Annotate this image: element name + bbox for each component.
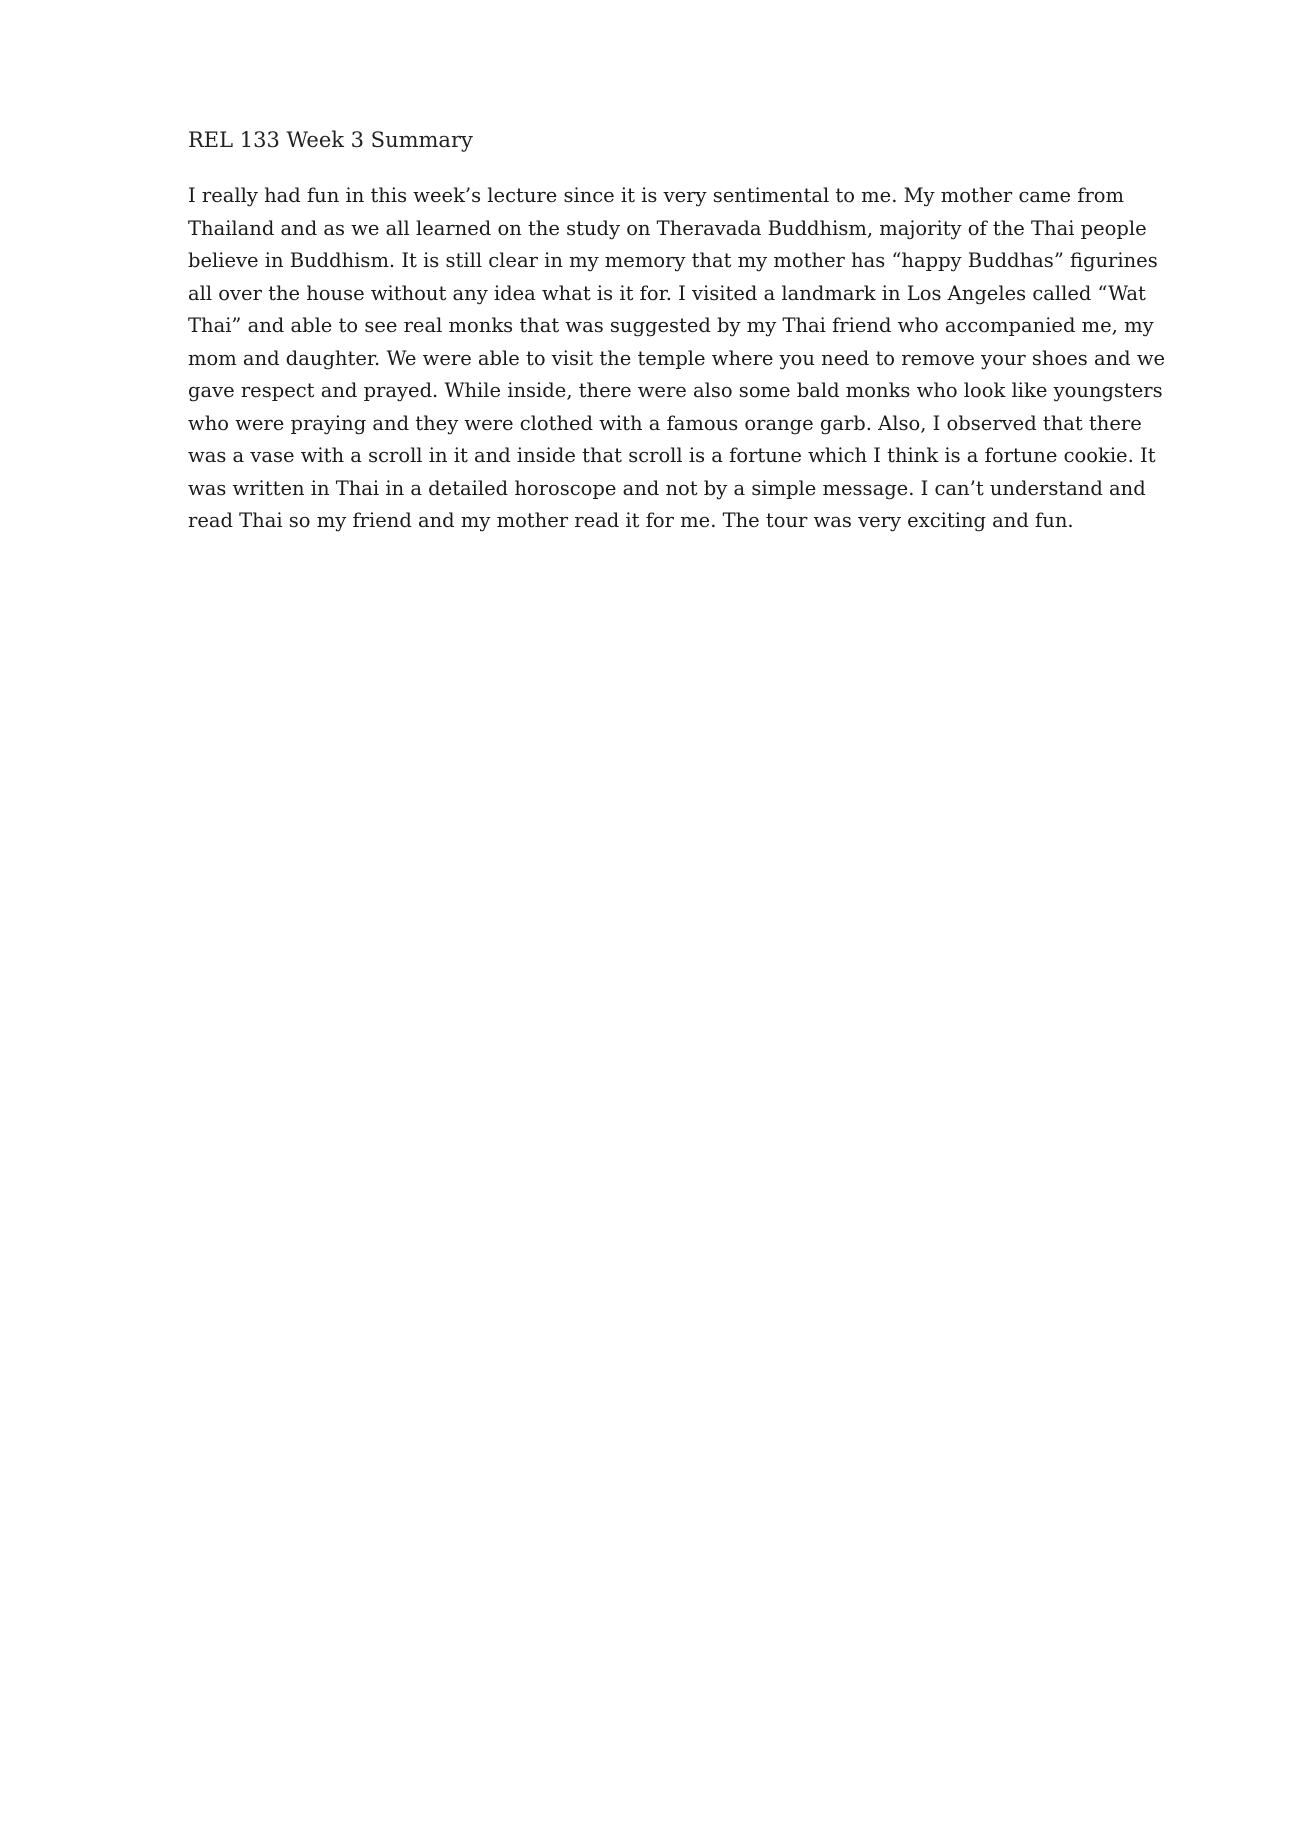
document-body (188, 180, 1218, 538)
body-line: Thailand and as we all learned on the study on Theravada Buddhism, majority of the Thai people (188, 216, 1147, 240)
body-line: was a vase with a scroll in it and inside that scroll is a fortune which I think is a fortune cookie. It (188, 444, 1156, 467)
body-line: mom and daughter. We were able to visit the temple where you need to remove your shoes and we (188, 346, 1166, 370)
body-line: Thai” and able to see real monks that was suggested by my Thai friend who accompanied me, my (188, 314, 1154, 337)
body-line: who were praying and they were clothed with a famous orange garb. Also, I observed that there (188, 411, 1142, 435)
body-line: all over the house without any idea what is it for. I visited a landmark in Los Angeles called “Wat (188, 281, 1146, 305)
body-line: gave respect and prayed. While inside, there were also some bald monks who look like youngsters (188, 379, 1163, 402)
body-line: was written in Thai in a detailed horoscope and not by a simple message. I can’t understand and (188, 476, 1146, 500)
body-line: believe in Buddhism. It is still clear in my memory that my mother has “happy Buddhas” figurines (188, 249, 1158, 272)
body-line: I really had fun in this week’s lecture since it is very sentimental to me. My mother came from (188, 184, 1124, 207)
body-line: read Thai so my friend and my mother read it for me. The tour was very exciting and fun. (188, 509, 1074, 532)
document-title: REL 133 Week 3 Summary (188, 128, 473, 152)
